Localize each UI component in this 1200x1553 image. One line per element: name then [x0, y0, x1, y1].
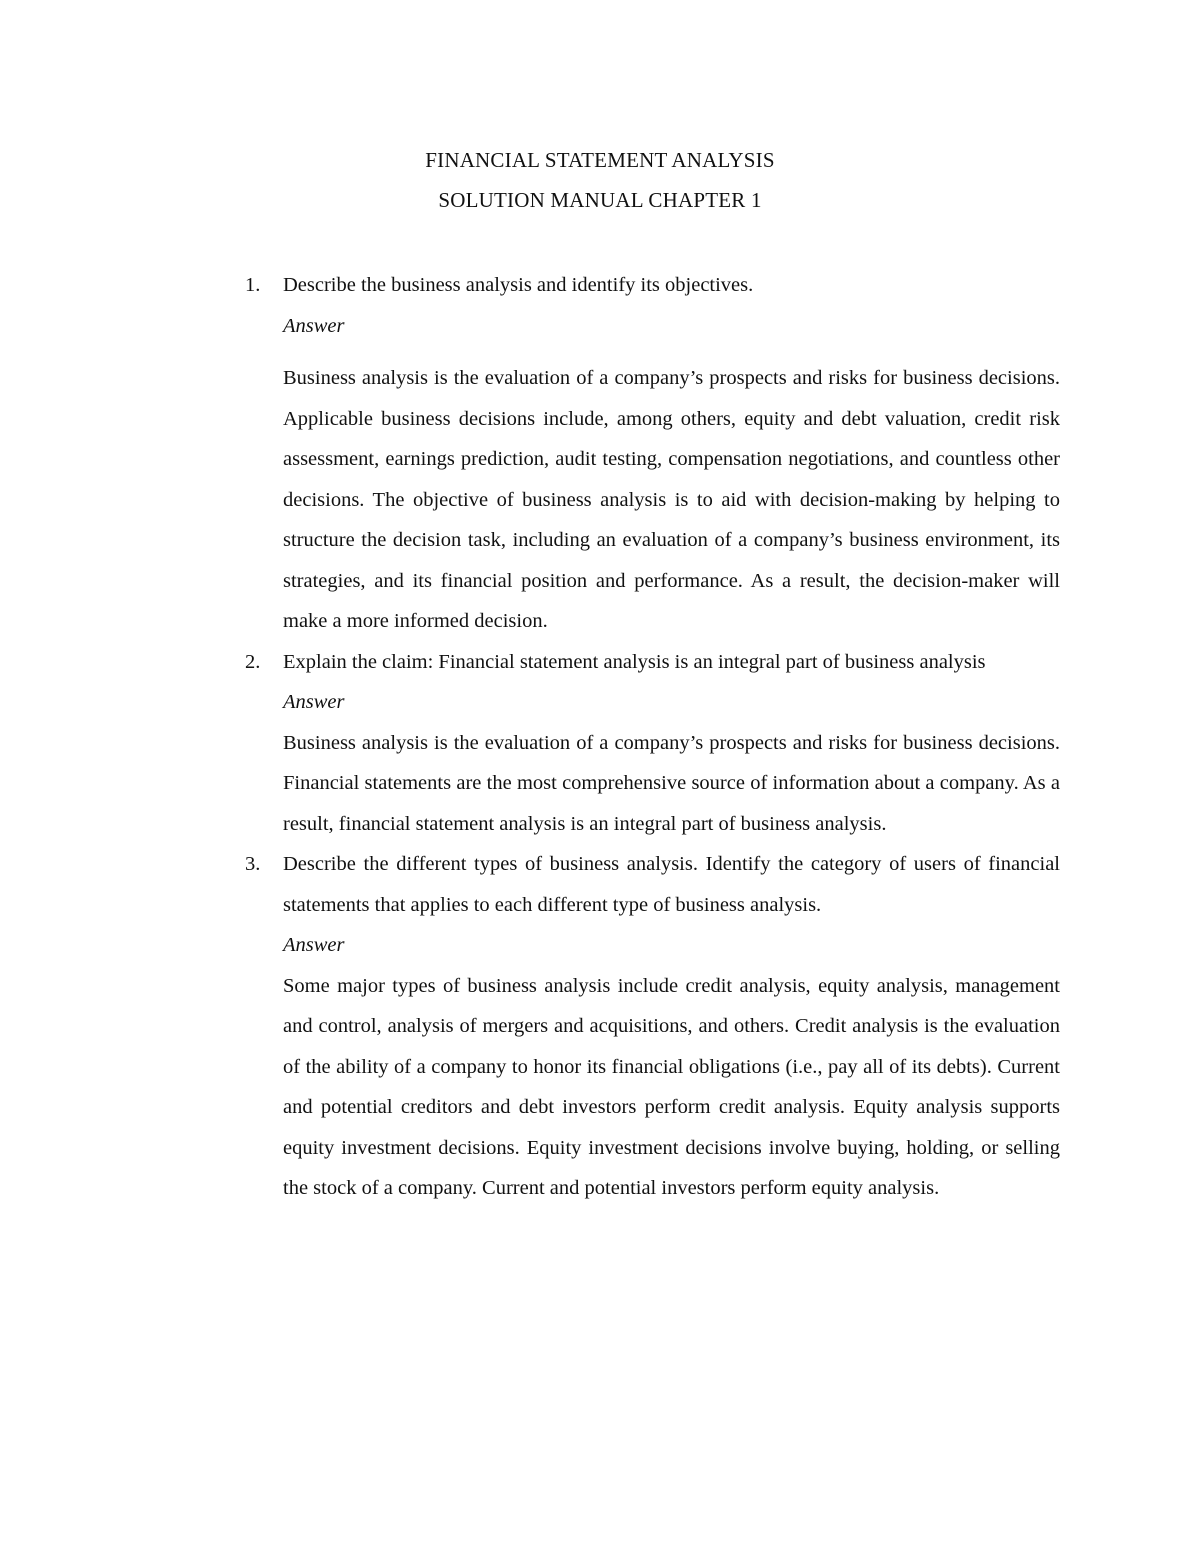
spacer: [283, 346, 1060, 358]
question-number: 1.: [245, 274, 261, 296]
document-title: FINANCIAL STATEMENT ANALYSIS: [425, 148, 775, 172]
question-item-2: [245, 642, 1060, 845]
answer-label: Answer: [283, 314, 345, 337]
answer-label: Answer: [283, 691, 345, 713]
question-text: Describe the different types of business analysis. Identify the category of users of financial statements that applies to each different type of business analysis.: [283, 853, 1060, 916]
question-text: Explain the claim: Financial statement analysis is an integral part of business analysis: [283, 650, 986, 673]
answer-label: Answer: [283, 934, 345, 956]
question-list: [245, 265, 1060, 1209]
answer-text: Business analysis is the evaluation of a company’s prospects and risks for business decisions. Applicable business decisions include, among others, equity and debt valuation, credit risk assessment, earnings prediction, audit testing, compensation negotiations, and countless other decisions. The objective of business analysis is to aid with decision-making by helping to structure the decision task, including an evaluation of a company’s business environment, its strategies, and its financial position and performance. As a result, the decision-maker will make a more informed decision.: [283, 367, 1060, 632]
answer-text: Some major types of business analysis include credit analysis, equity analysis, management and control, analysis of mergers and acquisitions, and others. Credit analysis is the evaluation of the ability of a company to honor its financial obligations (i.e., pay all of its debts). Current and potential creditors and debt investors perform credit analysis. Equity analysis supports equity investment decisions. Equity investment decisions involve buying, holding, or selling the stock of a company. Current and potential investors perform equity analysis.: [283, 974, 1060, 1199]
question-number: 2.: [245, 650, 261, 673]
question-number: 3.: [245, 853, 261, 875]
question-text: Describe the business analysis and identify its objectives.: [283, 274, 754, 296]
answer-text: Business analysis is the evaluation of a company’s prospects and risks for business decisions. Financial statements are the most comprehensive source of information about a company. As a result, financial statement analysis is an integral part of business analysis.: [283, 731, 1060, 835]
question-item-3: [245, 844, 1060, 1209]
title-block: [0, 140, 1200, 220]
document-subtitle: SOLUTION MANUAL CHAPTER 1: [438, 188, 762, 212]
question-item-1: [245, 265, 1060, 642]
